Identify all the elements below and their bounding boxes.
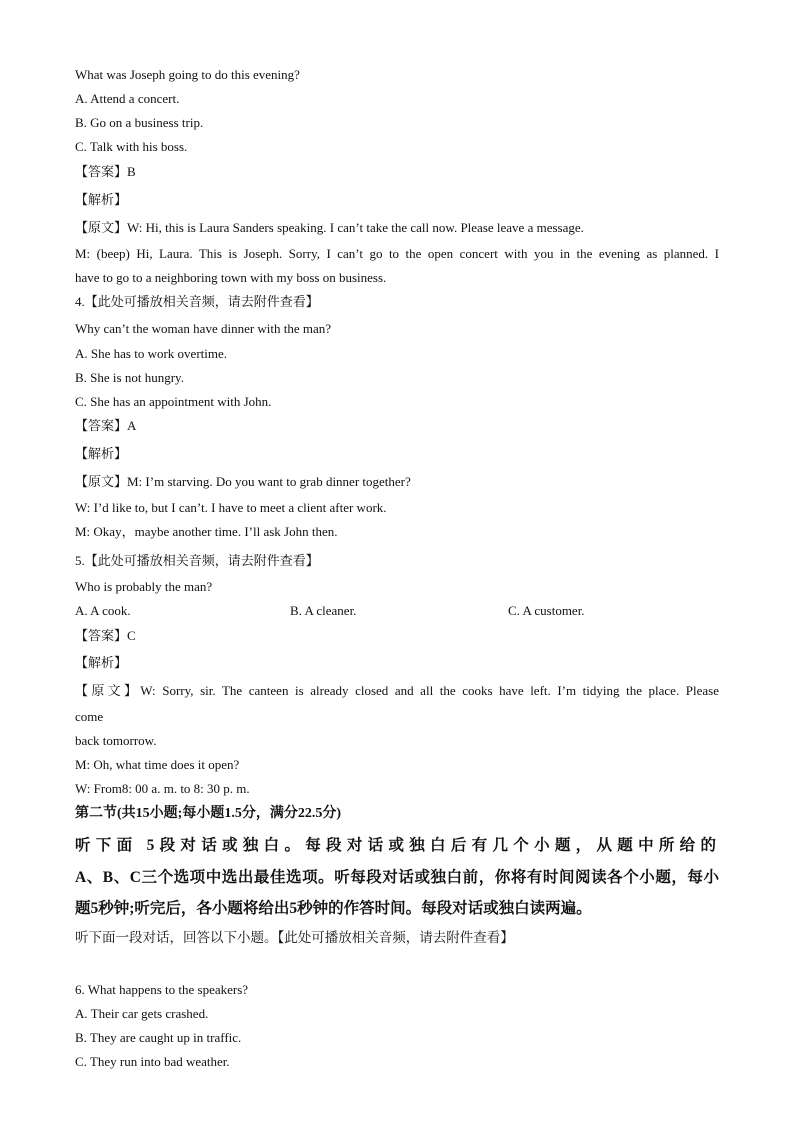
q3-transcript-line: have to go to a neighboring town with my boss on business. [75, 270, 387, 285]
q5-transcript-line: come [75, 709, 104, 724]
section-title: 第二节(共15小题;每小题1.5分，满分22.5分) [75, 806, 341, 821]
q5-question: Who is probably the man? [75, 579, 213, 594]
q4-option-b: B. She is not hungry. [75, 370, 184, 385]
q6-option-a: A. Their car gets crashed. [75, 1006, 209, 1021]
section-instructions-line: A、B、C三个选项中选出最佳选项。听每段对话或独白前，你将有时间阅读各个小题，每小 [75, 869, 719, 886]
q5-transcript-line: M: Oh, what time does it open? [75, 757, 240, 772]
q4-answer: 【答案】A [75, 418, 137, 433]
q4-option-a: A. She has to work overtime. [75, 346, 228, 361]
q5-transcript-line: back tomorrow. [75, 733, 157, 748]
q3-analysis: 【解析】 [75, 192, 128, 207]
q5-analysis: 【解析】 [75, 655, 128, 670]
q3-answer: 【答案】B [75, 164, 136, 179]
q4-question: Why can’t the woman have dinner with the man? [75, 321, 332, 336]
q6-option-b: B. They are caught up in traffic. [75, 1030, 242, 1045]
q4-analysis: 【解析】 [75, 446, 128, 461]
q4-transcript-line: W: I’d like to, but I can’t. I have to meet a client after work. [75, 500, 387, 515]
q3-option-a: A. Attend a concert. [75, 91, 180, 106]
q4-transcript-line: M: Okay，maybe another time. I’ll ask John then. [75, 524, 338, 539]
q6-question: 6. What happens to the speakers? [75, 982, 249, 997]
q4-transcript-line: 【原文】M: I’m starving. Do you want to grab dinner together? [75, 474, 411, 489]
q5-transcript-line: 【原文】W: Sorry, sir. The canteen is already closed and all the cooks have left. I’m tidying the place. Please [75, 683, 719, 698]
section-instructions-line: 题5秒钟;听完后，各小题将给出5秒钟的作答时间。每段对话或独白读两遍。 [75, 900, 592, 917]
q3-option-c: C. Talk with his boss. [75, 139, 188, 154]
q3-option-b: B. Go on a business trip. [75, 115, 204, 130]
q4-option-c: C. She has an appointment with John. [75, 394, 272, 409]
q5-option-c: C. A customer. [508, 603, 585, 618]
q5-header: 5.【此处可播放相关音频，请去附件查看】 [75, 553, 319, 568]
q5-answer: 【答案】C [75, 628, 136, 643]
q5-transcript-line: W: From8: 00 a. m. to 8: 30 p. m. [75, 781, 250, 796]
q3-question: What was Joseph going to do this evening? [75, 67, 300, 82]
q3-transcript-line: M: (beep) Hi, Laura. This is Joseph. Sorry, I can’t go to the open concert with you in the evening as planned. I [75, 246, 719, 261]
q3-transcript-line: 【原文】W: Hi, this is Laura Sanders speaking. I can’t take the call now. Please leave a message. [75, 220, 584, 235]
q6-option-c: C. They run into bad weather. [75, 1054, 230, 1069]
q4-header: 4.【此处可播放相关音频，请去附件查看】 [75, 294, 319, 309]
q5-option-a: A. A cook. [75, 603, 131, 618]
q5-option-b: B. A cleaner. [290, 603, 357, 618]
section-intro: 听下面一段对话，回答以下小题。【此处可播放相关音频，请去附件查看】 [75, 930, 514, 945]
section-instructions-line: 听下面 5段对话或独白。每段对话或独白后有几个小题，从题中所给的 [75, 837, 719, 854]
